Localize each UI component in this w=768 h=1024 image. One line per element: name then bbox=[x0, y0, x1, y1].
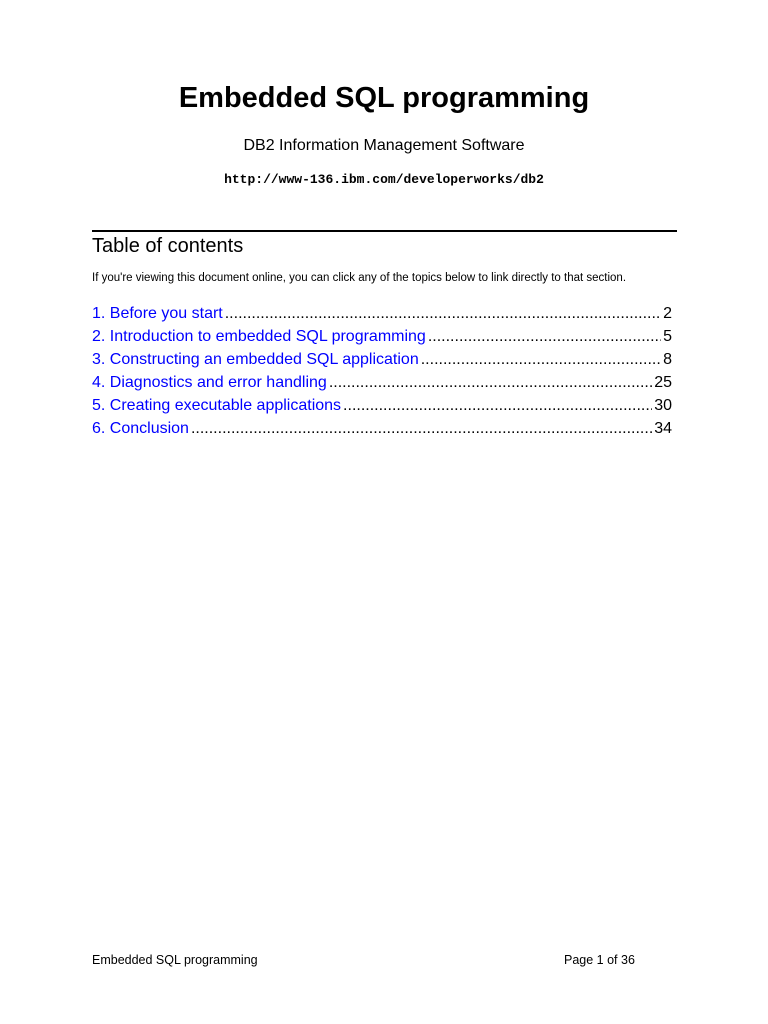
toc-link[interactable]: 5. Creating executable applications bbox=[92, 397, 342, 414]
toc-page-number: 5 bbox=[663, 328, 672, 345]
toc-list bbox=[92, 302, 672, 440]
toc-leader-dots bbox=[225, 302, 661, 325]
toc-item-diagnostics[interactable] bbox=[92, 371, 672, 394]
toc-page-number: 30 bbox=[654, 397, 672, 414]
toc-heading: Table of contents bbox=[92, 235, 244, 257]
toc-link[interactable]: 2. Introduction to embedded SQL programming bbox=[92, 328, 426, 345]
footer-document-title: Embedded SQL programming bbox=[92, 953, 258, 967]
toc-item-constructing[interactable] bbox=[92, 348, 672, 371]
toc-page-number: 2 bbox=[663, 305, 672, 322]
footer-page-number: Page 1 of 36 bbox=[564, 953, 635, 967]
document-subtitle: DB2 Information Management Software bbox=[243, 137, 525, 154]
document-title: Embedded SQL programming bbox=[178, 82, 590, 114]
toc-page-number: 34 bbox=[654, 420, 672, 437]
toc-page-number: 25 bbox=[654, 374, 672, 391]
toc-intro: If you're viewing this document online, you can click any of the topics below to link directly to that section. bbox=[92, 272, 627, 284]
toc-link[interactable]: 1. Before you start bbox=[92, 305, 223, 322]
toc-item-before-you-start[interactable] bbox=[92, 302, 672, 325]
toc-leader-dots bbox=[329, 371, 652, 394]
toc-item-conclusion[interactable] bbox=[92, 417, 672, 440]
toc-item-introduction[interactable] bbox=[92, 325, 672, 348]
toc-leader-dots bbox=[191, 417, 652, 440]
toc-link[interactable]: 4. Diagnostics and error handling bbox=[92, 374, 327, 391]
toc-leader-dots bbox=[343, 394, 652, 417]
toc-leader-dots bbox=[428, 325, 661, 348]
document-url: http://www-136.ibm.com/developerworks/db2 bbox=[224, 172, 544, 187]
toc-item-creating-executables[interactable] bbox=[92, 394, 672, 417]
toc-link[interactable]: 6. Conclusion bbox=[92, 420, 189, 437]
toc-page-number: 8 bbox=[663, 351, 672, 368]
toc-link[interactable]: 3. Constructing an embedded SQL application bbox=[92, 351, 419, 368]
toc-leader-dots bbox=[421, 348, 661, 371]
